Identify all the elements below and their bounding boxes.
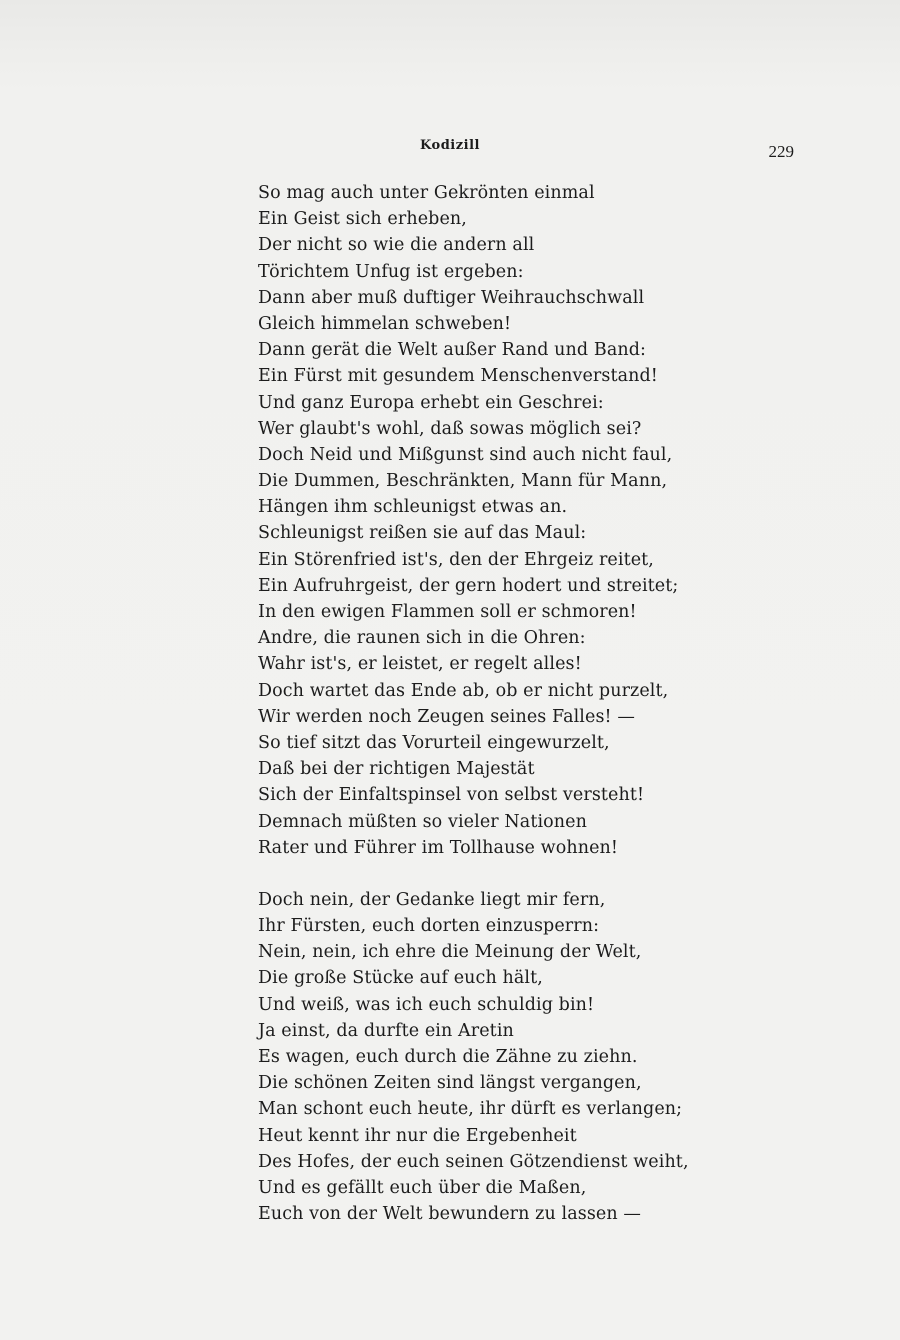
poem-line: Törichtem Unfug ist ergeben: <box>258 261 524 282</box>
poem-line: Ihr Fürsten, euch dorten einzusperrn: <box>258 916 600 937</box>
poem-line: Nein, nein, ich ehre die Meinung der Welt, <box>258 942 642 963</box>
poem-line: In den ewigen Flammen soll er schmoren! <box>258 602 637 622</box>
poem-line: Sich der Einfaltspinsel von selbst versteht! <box>258 785 645 806</box>
poem-line: Und weiß, was ich euch schuldig bin! <box>258 994 595 1015</box>
stanza-2 <box>258 887 689 1227</box>
poem-line: Der nicht so wie die andern all <box>258 235 535 256</box>
poem-line: Des Hofes, der euch seinen Götzendienst weiht, <box>258 1151 689 1172</box>
poem-line: Ein Geist sich erheben, <box>258 209 467 230</box>
poem-line: Hängen ihm schleunigst etwas an. <box>258 497 568 518</box>
poem-line: Gleich himmelan schweben! <box>258 313 512 334</box>
poem-line: Dann aber muß duftiger Weihrauchschwall <box>258 287 645 308</box>
poem-line: Rater und Führer im Tollhause wohnen! <box>258 837 619 858</box>
running-header: Kodizill <box>420 138 480 153</box>
poem <box>258 180 689 1227</box>
poem-line: Heut kennt ihr nur die Ergebenheit <box>258 1125 577 1146</box>
poem-line: Und es gefällt euch über die Maßen, <box>258 1177 587 1198</box>
poem-line: So tief sitzt das Vorurteil eingewurzelt, <box>258 732 610 753</box>
poem-line: Ein Aufruhrgeist, der gern hodert und streitet; <box>258 575 679 596</box>
poem-line: Andre, die raunen sich in die Ohren: <box>258 628 586 649</box>
poem-line: Doch wartet das Ende ab, ob er nicht purzelt, <box>258 680 669 701</box>
poem-line: Schleunigst reißen sie auf das Maul: <box>258 523 587 544</box>
poem-line: Ein Störenfried ist's, den der Ehrgeiz reitet, <box>258 549 654 570</box>
poem-line: Die große Stücke auf euch hält, <box>258 968 543 989</box>
poem-line: Doch Neid und Mißgunst sind auch nicht faul, <box>258 444 673 465</box>
stanza-1 <box>258 180 679 861</box>
poem-line: Wahr ist's, er leistet, er regelt alles! <box>258 654 582 675</box>
poem-line: So mag auch unter Gekrönten einmal <box>258 183 595 203</box>
poem-line: Wir werden noch Zeugen seines Falles! — <box>258 706 635 727</box>
poem-line: Doch nein, der Gedanke liegt mir fern, <box>258 889 606 910</box>
poem-line: Ein Fürst mit gesundem Menschenverstand! <box>258 366 658 387</box>
page-number: 229 <box>768 142 794 161</box>
poem-line: Man schont euch heute, ihr dürft es verlangen; <box>258 1099 683 1120</box>
poem-line: Und ganz Europa erhebt ein Geschrei: <box>258 392 604 413</box>
poem-line: Es wagen, euch durch die Zähne zu ziehn. <box>258 1047 638 1067</box>
poem-line: Dann gerät die Welt außer Rand und Band: <box>258 340 647 361</box>
poem-line: Ja einst, da durfte ein Aretin <box>258 1020 514 1041</box>
poem-line: Demnach müßten so vieler Nationen <box>258 811 588 832</box>
poem-line: Die schönen Zeiten sind längst vergangen, <box>258 1073 642 1094</box>
poem-line: Wer glaubt's wohl, daß sowas möglich sei? <box>258 418 642 439</box>
poem-line: Euch von der Welt bewundern zu lassen — <box>258 1204 642 1225</box>
poem-line: Die Dummen, Beschränkten, Mann für Mann, <box>258 471 668 492</box>
poem-line: Daß bei der richtigen Majestät <box>258 759 535 780</box>
